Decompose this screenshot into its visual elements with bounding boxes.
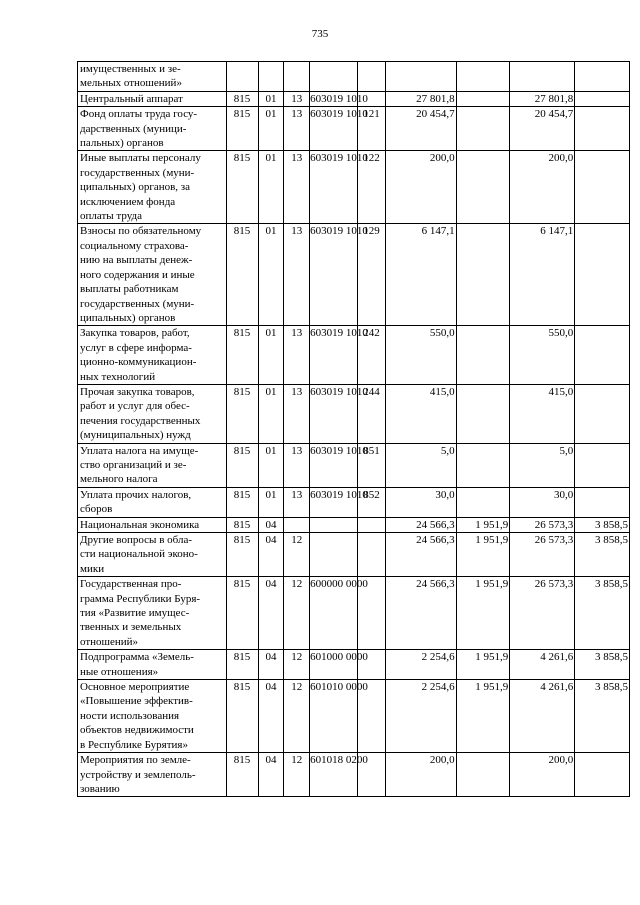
table-row (78, 753, 630, 797)
cell-amount-1: 2 254,6 (386, 650, 456, 680)
table-row (78, 577, 630, 650)
cell-subsection: 13 (284, 224, 310, 326)
cell-ministry-code: 815 (226, 533, 258, 577)
cell-subsection (284, 517, 310, 532)
cell-expense-type: 242 (357, 326, 386, 385)
cell-target-article (310, 517, 357, 532)
cell-target-article: 603019 1010 (310, 384, 357, 443)
table-row (78, 680, 630, 753)
cell-name: Национальная экономика (78, 517, 227, 532)
cell-amount-3: 26 573,3 (510, 577, 575, 650)
cell-section: 01 (258, 384, 284, 443)
cell-ministry-code: 815 (226, 650, 258, 680)
cell-name: Государственная про- грамма Республики Буря- тия «Развитие имущес- твенных и земельных отношений» (78, 577, 227, 650)
cell-name: Основное мероприятие «Повышение эффектив- ности использования объектов недвижимости в Республике Бурятия» (78, 680, 227, 753)
cell-ministry-code: 815 (226, 224, 258, 326)
cell-section: 04 (258, 650, 284, 680)
cell-expense-type (357, 533, 386, 577)
table-row (78, 650, 630, 680)
cell-amount-2 (456, 151, 510, 224)
cell-amount-3: 26 573,3 (510, 533, 575, 577)
cell-section: 01 (258, 443, 284, 487)
table-row (78, 326, 630, 385)
table-row (78, 224, 630, 326)
cell-target-article (310, 62, 357, 92)
cell-amount-2: 1 951,9 (456, 517, 510, 532)
cell-amount-4 (575, 91, 630, 106)
cell-amount-1: 24 566,3 (386, 577, 456, 650)
table-row (78, 487, 630, 517)
cell-amount-1: 5,0 (386, 443, 456, 487)
cell-target-article: 601010 0000 (310, 680, 357, 753)
cell-amount-2 (456, 224, 510, 326)
cell-amount-4: 3 858,5 (575, 517, 630, 532)
cell-amount-2: 1 951,9 (456, 577, 510, 650)
cell-expense-type (357, 62, 386, 92)
cell-amount-4: 3 858,5 (575, 577, 630, 650)
cell-expense-type: 852 (357, 487, 386, 517)
cell-amount-2 (456, 326, 510, 385)
page-number: 735 (311, 28, 329, 40)
cell-amount-4 (575, 326, 630, 385)
cell-target-article: 603019 1010 (310, 487, 357, 517)
table-row (78, 443, 630, 487)
cell-amount-2: 1 951,9 (456, 650, 510, 680)
cell-target-article: 603019 1010 (310, 107, 357, 151)
cell-amount-3: 4 261,6 (510, 650, 575, 680)
cell-name: Уплата прочих налогов, сборов (78, 487, 227, 517)
cell-target-article: 603019 1010 (310, 92, 368, 105)
cell-amount-4: 3 858,5 (575, 680, 630, 753)
cell-amount-1: 30,0 (386, 487, 456, 517)
budget-table (77, 61, 630, 797)
cell-amount-4 (575, 443, 630, 487)
cell-subsection: 12 (284, 650, 310, 680)
cell-ministry-code: 815 (226, 443, 258, 487)
cell-amount-3 (510, 62, 575, 92)
cell-amount-3: 26 573,3 (510, 517, 575, 532)
cell-section: 01 (258, 224, 284, 326)
cell-ministry-code (226, 62, 258, 92)
cell-section: 01 (258, 107, 284, 151)
cell-target-article: 600000 0000 (310, 577, 357, 650)
cell-amount-4 (575, 151, 630, 224)
cell-amount-3: 30,0 (510, 487, 575, 517)
cell-target-article (310, 533, 357, 577)
cell-subsection: 13 (284, 151, 310, 224)
cell-expense-type: 129 (357, 224, 386, 326)
cell-amount-1: 200,0 (386, 753, 456, 797)
cell-amount-3: 6 147,1 (510, 224, 575, 326)
table-row (78, 384, 630, 443)
cell-name: Уплата налога на имуще- ство организаций и зе- мельного налога (78, 443, 227, 487)
cell-subsection: 12 (284, 577, 310, 650)
cell-amount-1: 550,0 (386, 326, 456, 385)
cell-subsection: 13 (284, 487, 310, 517)
cell-section: 04 (258, 577, 284, 650)
cell-name: Подпрограмма «Земель- ные отношения» (78, 650, 227, 680)
cell-expense-type: 121 (357, 107, 386, 151)
cell-name: Другие вопросы в обла- сти национальной эконо- мики (78, 533, 227, 577)
cell-target-article: 601018 0200 (310, 753, 357, 797)
cell-name: Иные выплаты персоналу государственных (муни- ципальных) органов, за исключением фонда оплаты труда (78, 151, 227, 224)
cell-amount-4: 3 858,5 (575, 650, 630, 680)
cell-ministry-code: 815 (226, 107, 258, 151)
cell-subsection (284, 62, 310, 92)
cell-amount-3: 27 801,8 (510, 91, 575, 106)
table-row (78, 517, 630, 532)
cell-target-article: 603019 1010 (310, 224, 357, 326)
cell-amount-1: 20 454,7 (386, 107, 456, 151)
cell-amount-2 (456, 91, 510, 106)
cell-amount-3: 200,0 (510, 151, 575, 224)
cell-section: 04 (258, 680, 284, 753)
cell-section: 04 (258, 533, 284, 577)
cell-amount-4 (575, 487, 630, 517)
cell-amount-1: 200,0 (386, 151, 456, 224)
cell-amount-2 (456, 107, 510, 151)
table-row (78, 91, 630, 106)
cell-amount-2 (456, 443, 510, 487)
table-row (78, 62, 630, 92)
cell-ministry-code: 815 (226, 151, 258, 224)
cell-amount-2 (456, 62, 510, 92)
table-body (78, 62, 630, 797)
cell-section: 04 (258, 753, 284, 797)
cell-subsection: 13 (284, 443, 310, 487)
cell-subsection: 12 (284, 753, 310, 797)
cell-name: Мероприятия по земле- устройству и землеполь- зованию (78, 753, 227, 797)
cell-target-article: 603019 1010 (310, 326, 357, 385)
cell-amount-3: 200,0 (510, 753, 575, 797)
cell-amount-4 (575, 62, 630, 92)
cell-amount-2: 1 951,9 (456, 533, 510, 577)
cell-ministry-code: 815 (226, 577, 258, 650)
cell-subsection: 13 (284, 384, 310, 443)
cell-amount-3: 550,0 (510, 326, 575, 385)
cell-amount-1: 24 566,3 (386, 533, 456, 577)
cell-name: Закупка товаров, работ, услуг в сфере информа- ционно-коммуникацион- ных технологий (78, 326, 227, 385)
cell-name: Взносы по обязательному социальному страхова- нию на выплаты денеж- ного содержания и иные выплаты работникам государственных (муни- ципальных) органов (78, 224, 227, 326)
cell-subsection: 13 (284, 326, 310, 385)
cell-amount-1: 24 566,3 (386, 517, 456, 532)
cell-target-article: 603019 1010 (310, 443, 357, 487)
cell-amount-3: 20 454,7 (510, 107, 575, 151)
cell-amount-3: 4 261,6 (510, 680, 575, 753)
cell-expense-type: 122 (357, 151, 386, 224)
cell-amount-4 (575, 384, 630, 443)
cell-ministry-code: 815 (226, 680, 258, 753)
cell-ministry-code: 815 (226, 384, 258, 443)
cell-section: 01 (258, 151, 284, 224)
cell-target-article: 601000 0000 (310, 650, 357, 680)
cell-subsection: 13 (284, 91, 310, 106)
cell-amount-2 (456, 384, 510, 443)
cell-amount-3: 415,0 (510, 384, 575, 443)
cell-expense-type: 244 (357, 384, 386, 443)
cell-name: Прочая закупка товаров, работ и услуг для обес- печения государственных (муниципальных) нужд (78, 384, 227, 443)
cell-amount-1 (386, 62, 456, 92)
cell-amount-4 (575, 224, 630, 326)
cell-section (258, 62, 284, 92)
cell-subsection: 12 (284, 533, 310, 577)
cell-subsection: 13 (284, 107, 310, 151)
cell-amount-2 (456, 753, 510, 797)
cell-amount-2: 1 951,9 (456, 680, 510, 753)
cell-ministry-code: 815 (226, 326, 258, 385)
cell-section: 01 (258, 326, 284, 385)
cell-amount-4 (575, 753, 630, 797)
cell-ministry-code: 815 (226, 487, 258, 517)
cell-subsection: 12 (284, 680, 310, 753)
cell-section: 04 (258, 517, 284, 532)
cell-amount-1: 6 147,1 (386, 224, 456, 326)
table-row (78, 107, 630, 151)
cell-amount-1: 415,0 (386, 384, 456, 443)
cell-amount-4: 3 858,5 (575, 533, 630, 577)
cell-amount-4 (575, 107, 630, 151)
cell-ministry-code: 815 (226, 91, 258, 106)
cell-amount-1: 2 254,6 (386, 680, 456, 753)
cell-amount-3: 5,0 (510, 443, 575, 487)
cell-ministry-code: 815 (226, 753, 258, 797)
cell-section: 01 (258, 91, 284, 106)
cell-section: 01 (258, 487, 284, 517)
cell-expense-type (357, 517, 386, 532)
cell-amount-2 (456, 487, 510, 517)
cell-target-article: 603019 1010 (310, 151, 357, 224)
cell-name: имущественных и зе- мельных отношений» (78, 62, 227, 92)
table-row (78, 151, 630, 224)
table-row (78, 533, 630, 577)
cell-ministry-code: 815 (226, 517, 258, 532)
cell-name: Центральный аппарат (78, 91, 227, 106)
cell-name: Фонд оплаты труда госу- дарственных (муници- пальных) органов (78, 107, 227, 151)
cell-amount-1: 27 801,8 (386, 91, 456, 106)
cell-expense-type: 851 (357, 443, 386, 487)
